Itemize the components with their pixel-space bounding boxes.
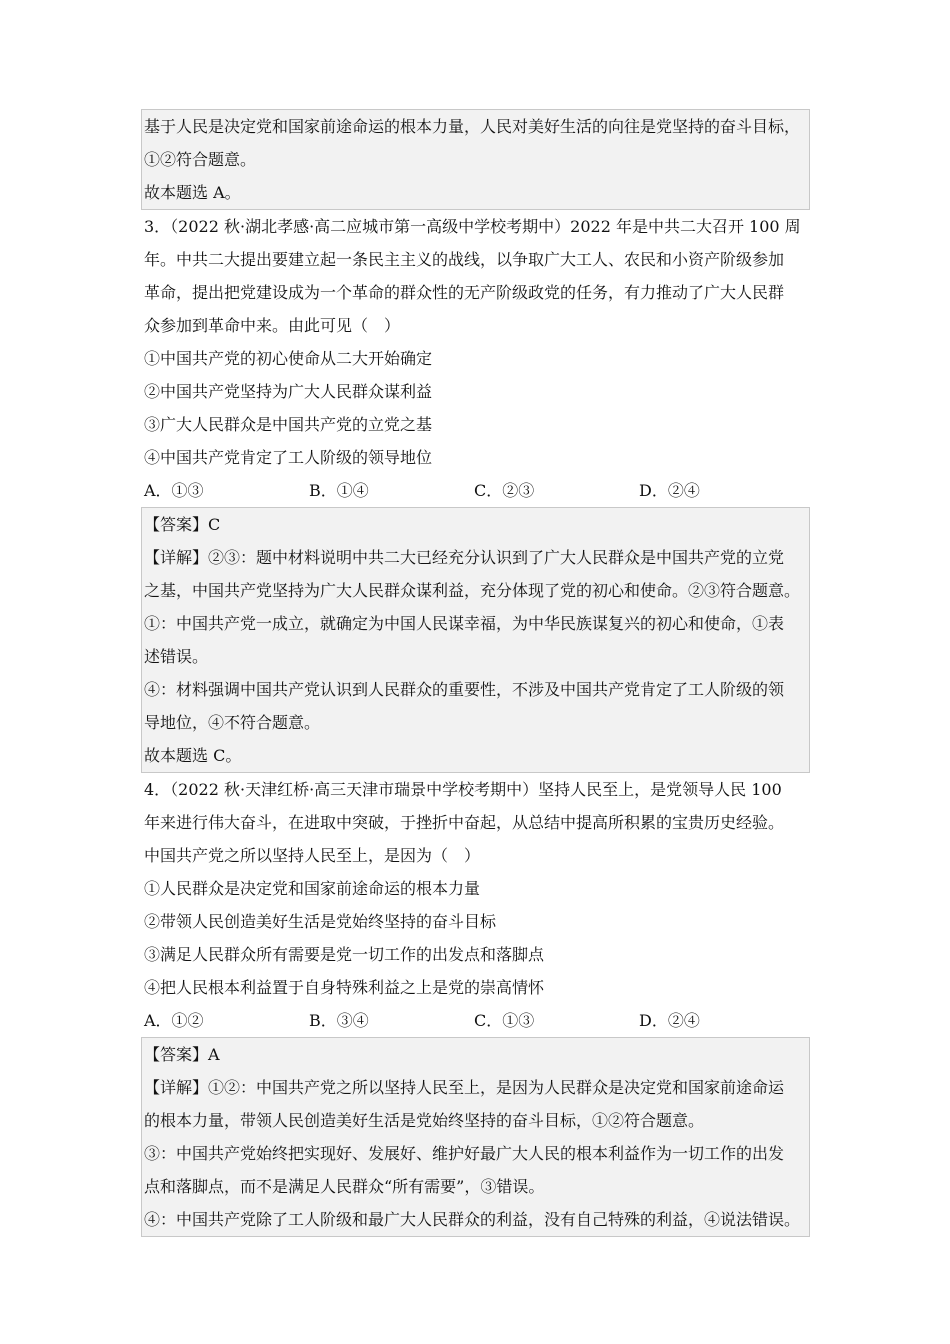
question-line: 众参加到革命中来。由此可见（ ）: [144, 316, 401, 335]
answer-line: 点和落脚点，而不是满足人民群众“所有需要”，③错误。: [144, 1177, 545, 1196]
question-line: ①中国共产党的初心使命从二大开始确定: [144, 349, 433, 368]
answer-line: ④：中国共产党除了工人阶级和最广大人民群众的利益，没有自己特殊的利益，④说法错误。: [144, 1210, 801, 1229]
answer-explanation-box: [141, 507, 810, 773]
answer-line: 【答案】C: [144, 515, 221, 534]
answer-line: 的根本力量，带领人民创造美好生活是党始终坚持的奋斗目标，①②符合题意。: [144, 1111, 705, 1130]
answer-explanation-box: [141, 1037, 810, 1237]
option-choice: B．③④: [309, 1011, 369, 1030]
question-line: 年。中共二大提出要建立起一条民主主义的战线，以争取广大工人、农民和小资产阶级参加: [144, 250, 785, 269]
answer-line: 故本题选 C。: [144, 746, 242, 765]
answer-line: 【详解】②③：题中材料说明中共二大已经充分认识到了广大人民群众是中国共产党的立党: [144, 548, 785, 567]
answer-line: 导地位，④不符合题意。: [144, 713, 321, 732]
question-block: [142, 773, 810, 1004]
question-line: 4．（2022 秋·天津红桥·高三天津市瑞景中学校考期中）坚持人民至上，是党领导人民 100: [144, 780, 782, 799]
answer-line: ①②符合题意。: [144, 150, 257, 169]
option-choice: C．①③: [474, 1011, 535, 1030]
document-page: [142, 109, 810, 1237]
question-line: ①人民群众是决定党和国家前途命运的根本力量: [144, 879, 481, 898]
option-choice: D．②④: [639, 1011, 700, 1030]
option-choice: C．②③: [474, 481, 535, 500]
answer-line: 之基，中国共产党坚持为广大人民群众谋利益，充分体现了党的初心和使命。②③符合题意。: [144, 581, 801, 600]
answer-line: ①：中国共产党一成立，就确定为中国人民谋幸福，为中华民族谋复兴的初心和使命，①表: [144, 614, 785, 633]
answer-explanation-box: [141, 109, 810, 210]
option-choice: A．①③: [144, 481, 204, 500]
answer-line: 故本题选 A。: [144, 183, 241, 202]
answer-line: 【答案】A: [144, 1045, 220, 1064]
answer-line: ④：材料强调中国共产党认识到人民群众的重要性，不涉及中国共产党肯定了工人阶级的领: [144, 680, 785, 699]
option-choice: A．①②: [144, 1011, 204, 1030]
question-line: 年来进行伟大奋斗，在进取中突破，于挫折中奋起，从总结中提高所积累的宝贵历史经验。: [144, 813, 785, 832]
answer-line: 【详解】①②：中国共产党之所以坚持人民至上，是因为人民群众是决定党和国家前途命运: [144, 1078, 785, 1097]
option-choice: D．②④: [639, 481, 700, 500]
question-line: ③广大人民群众是中国共产党的立党之基: [144, 415, 433, 434]
question-line: 中国共产党之所以坚持人民至上，是因为（ ）: [144, 846, 481, 865]
question-line: 3．（2022 秋·湖北孝感·高二应城市第一高级中学校考期中）2022 年是中共二大召开 100 周: [144, 217, 801, 236]
answer-options: [142, 474, 810, 507]
question-line: ②带领人民创造美好生活是党始终坚持的奋斗目标: [144, 912, 497, 931]
question-block: [142, 210, 810, 474]
question-line: 革命，提出把党建设成为一个革命的群众性的无产阶级政党的任务，有力推动了广大人民群: [144, 283, 785, 302]
answer-options: [142, 1004, 810, 1037]
question-line: ③满足人民群众所有需要是党一切工作的出发点和落脚点: [144, 945, 545, 964]
answer-line: ③：中国共产党始终把实现好、发展好、维护好最广大人民的根本利益作为一切工作的出发: [144, 1144, 785, 1163]
question-line: ④中国共产党肯定了工人阶级的领导地位: [144, 448, 433, 467]
answer-line: 基于人民是决定党和国家前途命运的根本力量，人民对美好生活的向往是党坚持的奋斗目标，: [144, 117, 801, 136]
question-line: ②中国共产党坚持为广大人民群众谋利益: [144, 382, 433, 401]
question-line: ④把人民根本利益置于自身特殊利益之上是党的崇高情怀: [144, 978, 545, 997]
answer-line: 述错误。: [144, 647, 209, 666]
option-choice: B．①④: [309, 481, 369, 500]
